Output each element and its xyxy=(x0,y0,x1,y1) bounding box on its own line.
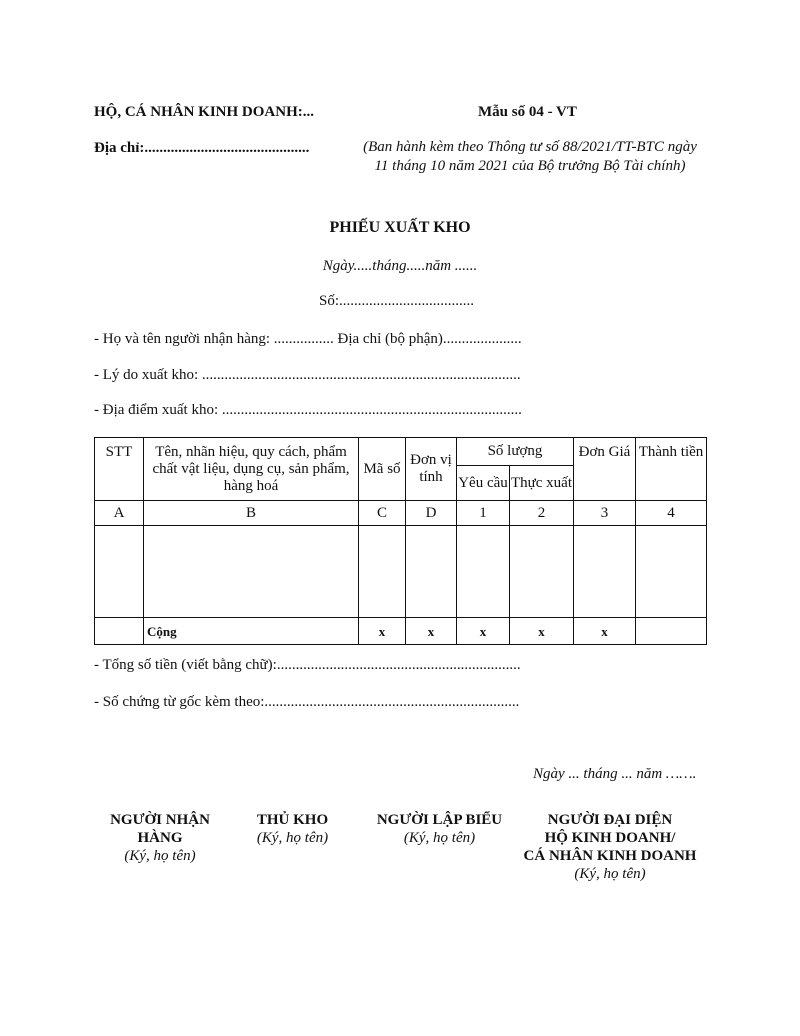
empty-cell xyxy=(574,526,636,618)
header-item-name-line3: hàng hoá xyxy=(223,478,279,494)
representative-sign-note: (Ký, họ tên) xyxy=(574,866,646,882)
header-item-name xyxy=(144,438,359,501)
header-qty-required: Yêu cầu xyxy=(457,466,510,501)
receiver-sign-note: (Ký, họ tên) xyxy=(124,848,196,864)
header-item-name-line1: Tên, nhãn hiệu, quy cách, phẩm xyxy=(155,444,347,460)
empty-cell xyxy=(95,526,144,618)
storekeeper-title: THỦ KHO xyxy=(256,812,329,828)
empty-cell xyxy=(457,526,510,618)
column-code: 4 xyxy=(636,501,707,526)
preparer-sign-note: (Ký, họ tên) xyxy=(403,830,476,846)
reason-field: - Lý do xuất kho: ..................................................................................... xyxy=(94,367,521,383)
header-unit-line1: Đơn vị xyxy=(410,452,452,468)
storekeeper-sign-note: (Ký, họ tên) xyxy=(256,830,329,846)
representative-title-line3: CÁ NHÂN KINH DOANH xyxy=(523,848,697,864)
total-mark: x xyxy=(457,618,510,645)
table-body-empty-row xyxy=(95,526,707,618)
representative-title-line1: NGƯỜI ĐẠI DIỆN xyxy=(547,812,673,828)
header-quantity: Số lượng xyxy=(457,438,574,466)
attached-documents-field: - Số chứng từ gốc kèm theo:.................................................................... xyxy=(94,694,520,710)
empty-cell xyxy=(95,618,144,645)
header-unit xyxy=(406,438,457,501)
receiver-title-line1: NGƯỜI NHẬN xyxy=(110,812,210,828)
address-label: Địa chỉ:............................................ xyxy=(94,140,310,156)
representative-title-line2: HỘ KINH DOANH/ xyxy=(544,830,676,846)
total-label: Cộng xyxy=(144,618,359,645)
column-code: 2 xyxy=(510,501,574,526)
total-mark: x xyxy=(574,618,636,645)
header-unit-line2: tính xyxy=(419,469,443,485)
total-mark: x xyxy=(510,618,574,645)
document-title: PHIẾU XUẤT KHO xyxy=(329,219,471,236)
column-code: C xyxy=(359,501,406,526)
form-code: Mẫu số 04 - VT xyxy=(478,104,577,120)
empty-cell xyxy=(636,526,707,618)
total-mark: x xyxy=(359,618,406,645)
header-amount: Thành tiền xyxy=(636,438,707,501)
form-issuance-note-line1: (Ban hành kèm theo Thông tư số 88/2021/TT-BTC ngày xyxy=(363,139,697,155)
representative-signature-block xyxy=(510,811,710,883)
column-code: 3 xyxy=(574,501,636,526)
header-stt: STT xyxy=(95,438,144,501)
empty-cell xyxy=(510,526,574,618)
document-number-line: Số:.................................... xyxy=(319,293,475,309)
header-unit-price: Đơn Giá xyxy=(574,438,636,501)
empty-cell xyxy=(636,618,707,645)
signature-date-line: Ngày ... tháng ... năm ……. xyxy=(533,766,697,782)
preparer-title: NGƯỜI LẬP BIỂU xyxy=(376,812,503,828)
header-qty-actual: Thực xuất xyxy=(510,466,574,501)
header-item-name-line2: chất vật liệu, dụng cụ, sản phẩm, xyxy=(152,461,350,477)
table-total-row xyxy=(95,618,707,645)
business-name-label: HỘ, CÁ NHÂN KINH DOANH:... xyxy=(94,104,314,120)
column-code: D xyxy=(406,501,457,526)
column-code-row xyxy=(95,501,707,526)
table-header-row xyxy=(95,438,707,466)
document-date-line: Ngày.....tháng.....năm ...... xyxy=(322,258,478,274)
column-code: 1 xyxy=(457,501,510,526)
receiver-signature-block xyxy=(95,811,225,865)
total-mark: x xyxy=(406,618,457,645)
empty-cell xyxy=(406,526,457,618)
receiver-title-line2: HÀNG xyxy=(137,830,183,846)
empty-cell xyxy=(359,526,406,618)
total-in-words-field: - Tổng số tiền (viết bằng chữ):................................................................. xyxy=(94,657,521,673)
form-issuance-note-line2: 11 tháng 10 năm 2021 của Bộ trưởng Bộ Tài chính) xyxy=(374,158,686,174)
column-code: B xyxy=(144,501,359,526)
location-field: - Địa điểm xuất kho: ................................................................................ xyxy=(94,402,522,418)
preparer-signature-block xyxy=(362,811,517,847)
empty-cell xyxy=(144,526,359,618)
receiver-field: - Họ và tên người nhận hàng: ................ Địa chỉ (bộ phận)..................... xyxy=(94,331,522,347)
header-code: Mã số xyxy=(359,438,406,501)
storekeeper-signature-block xyxy=(235,811,350,847)
goods-issue-table xyxy=(94,437,707,645)
column-code: A xyxy=(95,501,144,526)
